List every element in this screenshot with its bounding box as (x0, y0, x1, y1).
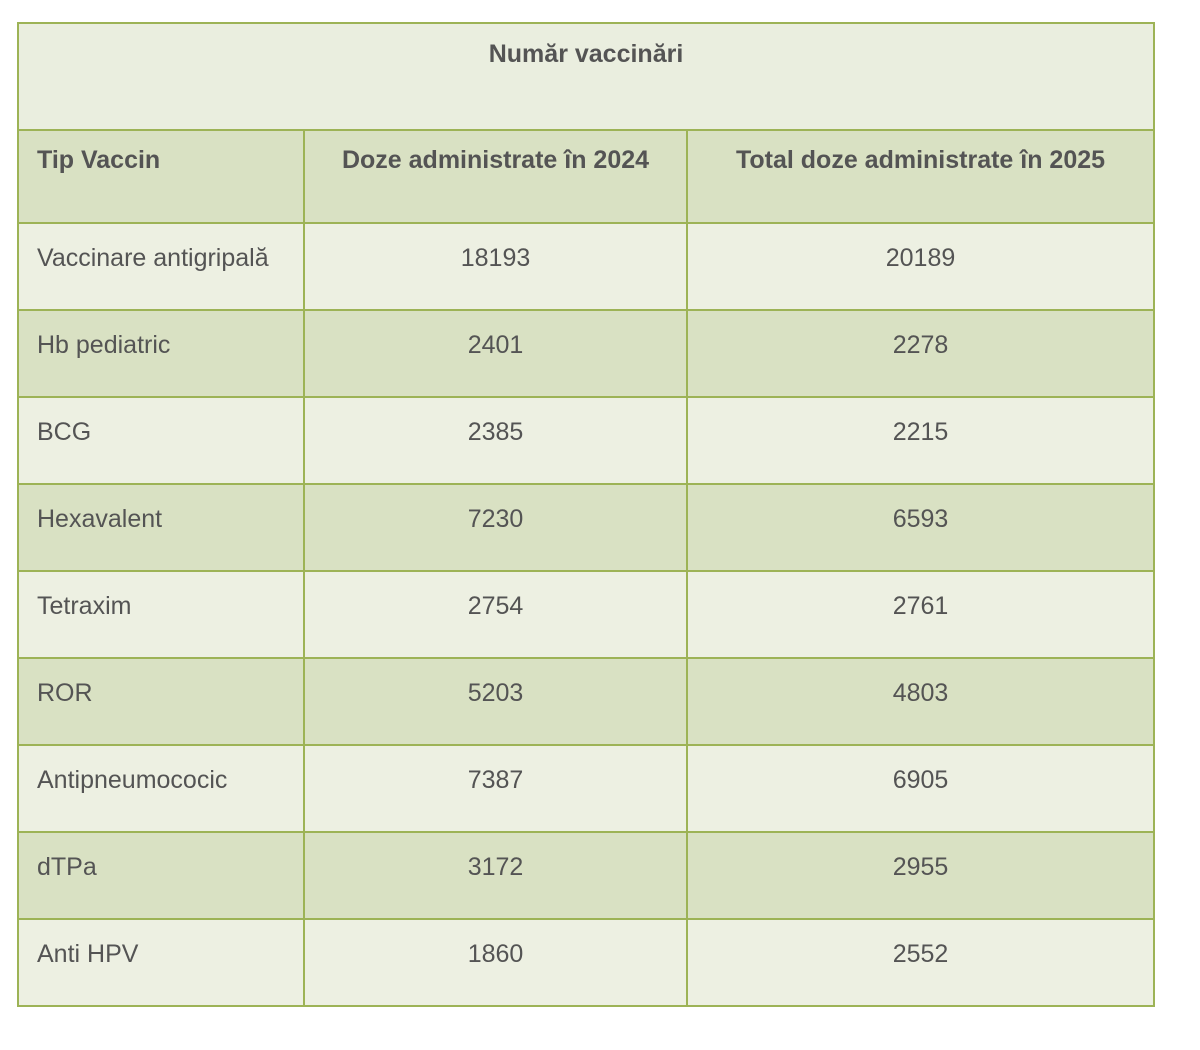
vaccine-name-cell: Hexavalent (18, 484, 304, 571)
vaccine-name-cell: BCG (18, 397, 304, 484)
doses-2024-cell: 2754 (304, 571, 687, 658)
doses-2024-cell: 5203 (304, 658, 687, 745)
doses-2025-cell: 2761 (687, 571, 1154, 658)
doses-2025-cell: 20189 (687, 223, 1154, 310)
doses-2025-cell: 4803 (687, 658, 1154, 745)
doses-2025-cell: 6905 (687, 745, 1154, 832)
doses-2024-cell: 2401 (304, 310, 687, 397)
vaccine-name-cell: ROR (18, 658, 304, 745)
vaccination-table (17, 22, 1155, 1007)
doses-2025-cell: 2278 (687, 310, 1154, 397)
vaccine-name-cell: Anti HPV (18, 919, 304, 1006)
table-title-row (18, 23, 1154, 130)
table-row (18, 571, 1154, 658)
table-row (18, 919, 1154, 1006)
doses-2025-cell: 2215 (687, 397, 1154, 484)
vaccine-name-cell: Hb pediatric (18, 310, 304, 397)
table-row (18, 223, 1154, 310)
table-row (18, 397, 1154, 484)
vaccination-table-container (17, 22, 1155, 1007)
column-header-doze-2025: Total doze administrate în 2025 (687, 130, 1154, 223)
table-title: Număr vaccinări (18, 23, 1154, 130)
vaccine-name-cell: dTPa (18, 832, 304, 919)
table-row (18, 658, 1154, 745)
column-header-doze-2024: Doze administrate în 2024 (304, 130, 687, 223)
doses-2024-cell: 7387 (304, 745, 687, 832)
table-row (18, 484, 1154, 571)
table-row (18, 832, 1154, 919)
vaccine-name-cell: Tetraxim (18, 571, 304, 658)
doses-2024-cell: 2385 (304, 397, 687, 484)
doses-2024-cell: 3172 (304, 832, 687, 919)
vaccine-name-cell: Antipneumococic (18, 745, 304, 832)
table-row (18, 310, 1154, 397)
doses-2025-cell: 2955 (687, 832, 1154, 919)
vaccine-name-cell: Vaccinare antigripală (18, 223, 304, 310)
doses-2024-cell: 18193 (304, 223, 687, 310)
column-header-tip-vaccin: Tip Vaccin (18, 130, 304, 223)
doses-2025-cell: 2552 (687, 919, 1154, 1006)
table-header-row (18, 130, 1154, 223)
doses-2024-cell: 7230 (304, 484, 687, 571)
doses-2025-cell: 6593 (687, 484, 1154, 571)
table-row (18, 745, 1154, 832)
doses-2024-cell: 1860 (304, 919, 687, 1006)
